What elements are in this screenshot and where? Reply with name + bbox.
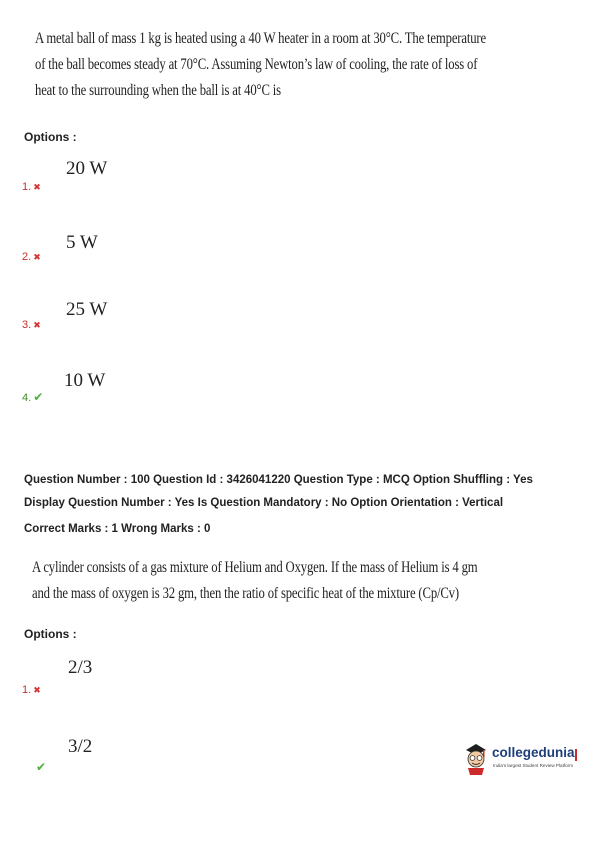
question-text	[32, 555, 478, 607]
option-number: 3.	[22, 319, 32, 331]
cross-icon: ✖	[33, 685, 41, 695]
option-number: 4.	[22, 392, 32, 404]
option-value: 5 W	[66, 232, 98, 253]
mascot-icon	[462, 741, 490, 775]
option-number: 1.	[22, 181, 32, 193]
option-marker	[34, 760, 46, 774]
logo-accent-bar	[575, 749, 577, 761]
option-marker	[22, 684, 41, 696]
option-value: 2/3	[68, 657, 93, 678]
option-marker	[22, 390, 43, 404]
check-icon: ✔	[36, 760, 47, 774]
option-value: 25 W	[66, 299, 108, 320]
option-value: 10 W	[64, 370, 106, 391]
option-value: 3/2	[68, 736, 93, 757]
cross-icon: ✖	[33, 320, 41, 330]
collegedunia-logo	[462, 741, 582, 781]
question-line: A metal ball of mass 1 kg is heated using a 40 W heater in a room at 30°C. The temperature	[35, 30, 486, 47]
option-marker	[22, 181, 41, 193]
question-line: of the ball becomes steady at 70°C. Assuming Newton’s law of cooling, the rate of loss of	[35, 56, 478, 73]
option-marker	[22, 319, 41, 331]
option-number: 1.	[22, 684, 32, 696]
logo-tagline: India's largest Student Review Platform	[493, 763, 574, 768]
question-marks: Correct Marks : 1 Wrong Marks : 0	[24, 523, 211, 535]
check-icon: ✔	[33, 390, 44, 404]
cross-icon: ✖	[33, 182, 41, 192]
question-text	[35, 26, 486, 104]
option-value: 20 W	[66, 158, 108, 179]
cross-icon: ✖	[33, 252, 41, 262]
logo-name: collegedunia	[492, 745, 575, 760]
options-label: Options :	[24, 627, 77, 641]
question-meta: Display Question Number : Yes Is Question Mandatory : No Option Orientation : Vertical	[24, 497, 504, 509]
option-marker	[22, 251, 41, 263]
question-line: A cylinder consists of a gas mixture of Helium and Oxygen. If the mass of Helium is 4 gm	[32, 559, 478, 576]
options-label: Options :	[24, 130, 77, 144]
question-line: and the mass of oxygen is 32 gm, then the ratio of specific heat of the mixture (Cp/Cv)	[32, 585, 459, 602]
option-number: 2.	[22, 251, 32, 263]
question-line: heat to the surrounding when the ball is at 40°C is	[35, 82, 281, 99]
question-meta: Question Number : 100 Question Id : 3426041220 Question Type : MCQ Option Shuffling : Yes	[24, 474, 533, 486]
